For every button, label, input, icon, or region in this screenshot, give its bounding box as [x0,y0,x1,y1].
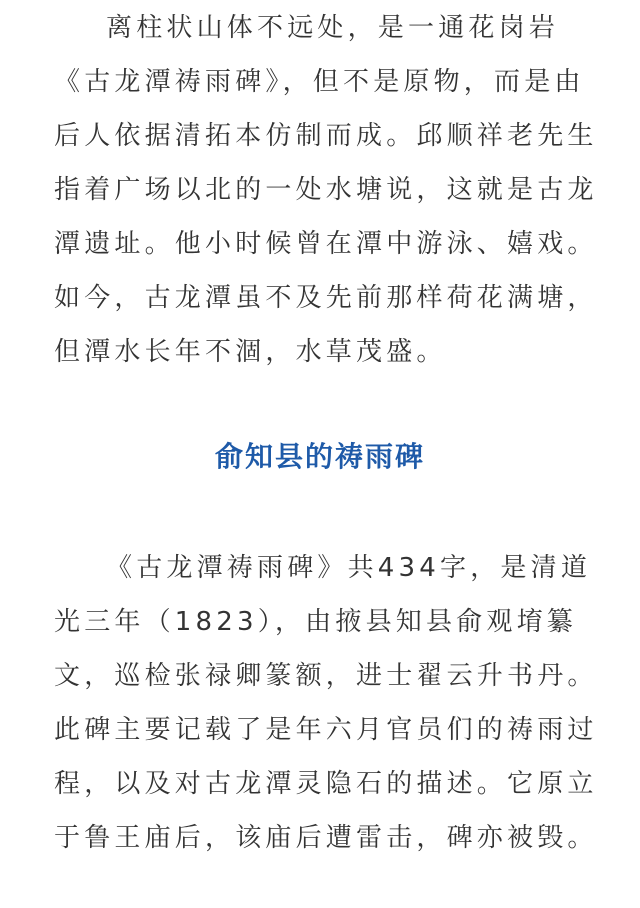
paragraph-line: 后人依据清拓本仿制而成。邱顺祥老先生 [54,121,598,151]
paragraph-line: 此碑主要记载了是年六月官员们的祷雨过 [54,715,598,745]
paragraph-line: 《古龙潭祷雨碑》，但不是原物，而是由 [54,67,585,97]
paragraph-line: 《古龙潭祷雨碑》共434字，是清道 [106,553,592,583]
paragraph-line: 文，巡检张禄卿篆额，进士翟云升书丹。 [54,661,598,691]
paragraph-line: 于鲁王庙后，该庙后遭雷击，碑亦被毁。 [54,823,598,853]
paragraph-line: 但潭水长年不涸，水草茂盛。 [54,337,447,367]
paragraph-line: 光三年（1823），由掖县知县俞观堉纂 [54,607,577,637]
paragraph-line: 潭遗址。他小时候曾在潭中游泳、嬉戏。 [54,229,598,259]
section-heading: 俞知县的祷雨碑 [214,440,425,473]
paragraph-rain-prayer-stele [54,541,598,865]
paragraph-line: 程，以及对古龙潭灵隐石的描述。它原立 [54,769,598,799]
paragraph-line: 如今，古龙潭虽不及先前那样荷花满塘， [54,283,598,313]
paragraph-dragon-pool-site [54,1,598,379]
paragraph-line: 指着广场以北的一处水塘说，这就是古龙 [54,175,598,205]
paragraph-line: 离柱状山体不远处，是一通花岗岩 [106,13,560,43]
